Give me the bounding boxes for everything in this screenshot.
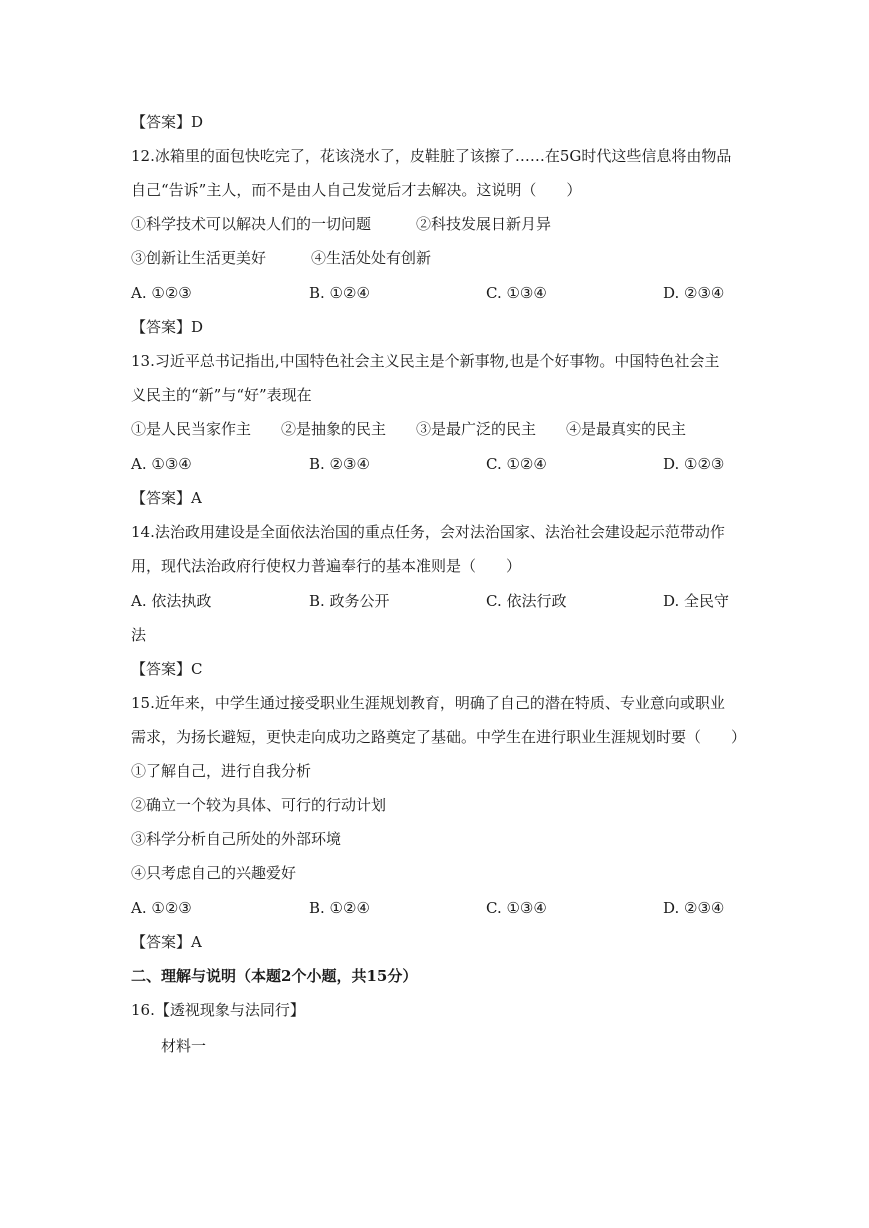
answer-14: 【答案】C <box>131 660 203 678</box>
question-16-title: 16.【透视现象与法同行】 <box>131 1001 305 1019</box>
question-13-option-c: C. ①②④ <box>486 455 547 473</box>
question-15-statement-1: ①了解自己，进行自我分析 <box>131 762 312 780</box>
question-14-option-d-wrap: 法 <box>131 626 147 644</box>
question-14-option-a: A. 依法执政 <box>131 592 212 610</box>
question-15-statement-3: ③科学分析自己所处的外部环境 <box>131 830 342 848</box>
question-13-option-b: B. ②③④ <box>309 455 370 473</box>
answer-13: 【答案】A <box>131 489 202 507</box>
question-14-line-1: 14.法治政用建设是全面依法治国的重点任务，会对法治国家、法治社会建设起示范带动作 <box>131 523 725 541</box>
material-1-label: 材料一 <box>161 1037 207 1055</box>
question-15-line-2: 需求，为扬长避短，更快走向成功之路奠定了基础。中学生在进行职业生涯规划时要（ ） <box>131 728 747 746</box>
question-14-option-d: D. 全民守 <box>663 592 730 610</box>
question-12-option-a: A. ①②③ <box>131 284 192 302</box>
question-12-option-d: D. ②③④ <box>663 284 725 302</box>
question-13-option-a: A. ①③④ <box>131 455 192 473</box>
question-14-line-2: 用，现代法治政府行使权力普遍奉行的基本准则是（ ） <box>131 557 522 575</box>
question-12-statements-1: ①科学技术可以解决人们的一切问题 ②科技发展日新月异 <box>131 215 552 233</box>
question-13-statements: ①是人民当家作主 ②是抽象的民主 ③是最广泛的民主 ④是最真实的民主 <box>131 420 687 438</box>
question-12-statements-2: ③创新让生活更美好 ④生活处处有创新 <box>131 249 432 267</box>
question-12-line-1: 12.冰箱里的面包快吃完了，花该浇水了，皮鞋脏了该擦了……在5G时代这些信息将由物品 <box>131 147 732 165</box>
question-13-line-2: 义民主的“新”与“好”表现在 <box>131 386 312 404</box>
question-13-line-1: 13.习近平总书记指出,中国特色社会主义民主是个新事物,也是个好事物。中国特色社会主 <box>131 352 720 370</box>
question-15-line-1: 15.近年来，中学生通过接受职业生涯规划教育，明确了自己的潜在特质、专业意向或职业 <box>131 694 725 712</box>
answer-12: 【答案】D <box>131 318 204 336</box>
question-15-statement-4: ④只考虑自己的兴趣爱好 <box>131 864 297 882</box>
question-15-option-a: A. ①②③ <box>131 899 192 917</box>
question-12-option-b: B. ①②④ <box>309 284 370 302</box>
question-15-statement-2: ②确立一个较为具体、可行的行动计划 <box>131 796 387 814</box>
section-2-heading: 二、理解与说明（本题2个小题，共15分） <box>131 967 418 985</box>
question-15-option-c: C. ①③④ <box>486 899 547 917</box>
question-15-option-b: B. ①②④ <box>309 899 370 917</box>
question-14-option-c: C. 依法行政 <box>486 592 567 610</box>
answer-15: 【答案】A <box>131 933 202 951</box>
question-15-option-d: D. ②③④ <box>663 899 725 917</box>
answer-11: 【答案】D <box>131 113 204 131</box>
question-12-line-2: 自己“告诉”主人，而不是由人自己发觉后才去解决。这说明（ ） <box>131 181 582 199</box>
question-13-option-d: D. ①②③ <box>663 455 725 473</box>
question-12-option-c: C. ①③④ <box>486 284 547 302</box>
question-14-option-b: B. 政务公开 <box>309 592 390 610</box>
